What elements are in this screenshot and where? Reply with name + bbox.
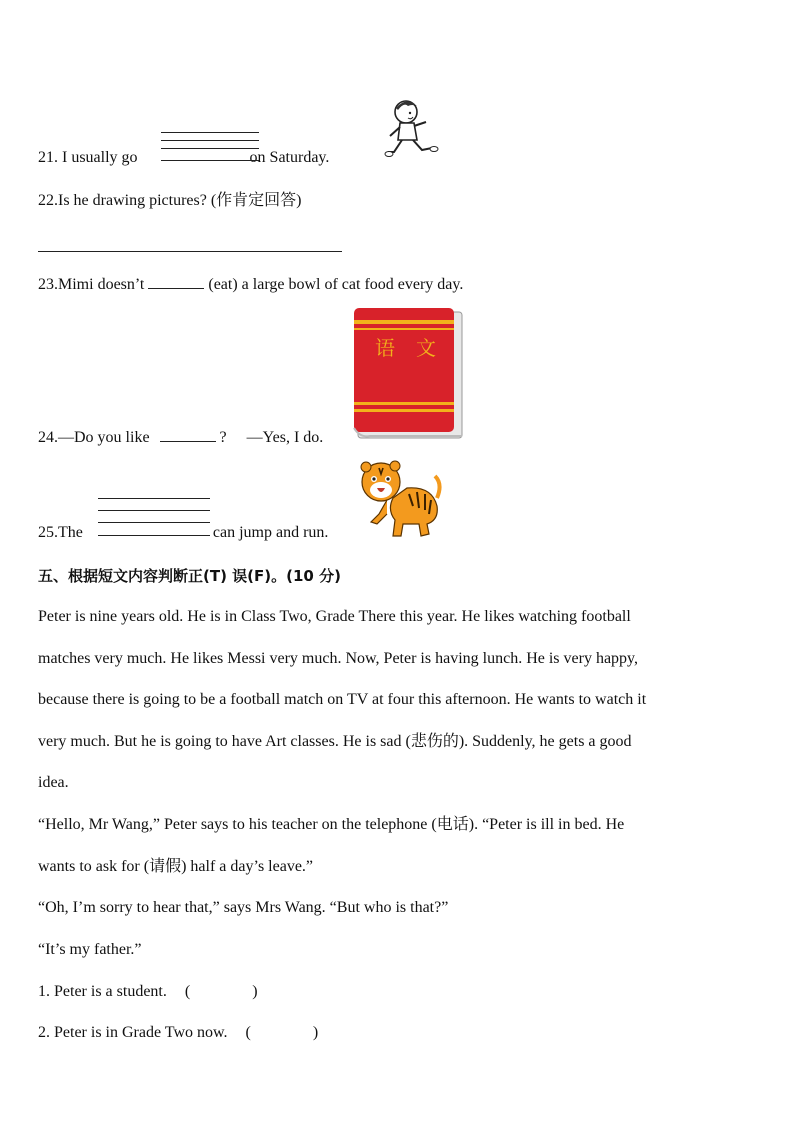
q21-writing-line bbox=[161, 132, 259, 133]
passage-line: wants to ask for (请假) half a day’s leave.” bbox=[38, 858, 314, 875]
q22-text: 22.Is he drawing pictures? (作肯定回答) bbox=[38, 192, 302, 209]
passage-line: Peter is nine years old. He is in Class Two, Grade There this year. He likes watching football bbox=[38, 608, 631, 625]
passage-line: idea. bbox=[38, 774, 69, 791]
q25-writing-line bbox=[98, 498, 210, 499]
q23-text-after: (eat) a large bowl of cat food every day. bbox=[208, 276, 464, 293]
q25-text-after: can jump and run. bbox=[212, 524, 329, 541]
q24-text-after: ? bbox=[219, 429, 227, 446]
passage-line: because there is going to be a football match on TV at four this afternoon. He wants to watch it bbox=[38, 691, 647, 708]
q21-writing-line bbox=[161, 148, 259, 149]
judgment-item-1 bbox=[38, 982, 258, 1002]
judgment-item-2 bbox=[38, 1023, 318, 1043]
passage-line: matches very much. He likes Messi very much. Now, Peter is having lunch. He is very happy, bbox=[38, 650, 639, 667]
tiger-illustration bbox=[357, 458, 443, 540]
running-boy-illustration bbox=[384, 96, 440, 164]
judgment-2-close-paren: ) bbox=[312, 1024, 319, 1041]
passage-line: very much. But he is going to have Art classes. He is sad (悲伤的). Suddenly, he gets a good bbox=[38, 733, 632, 750]
q24-answer: —Yes, I do. bbox=[246, 429, 324, 446]
q21-text-after: on Saturday. bbox=[249, 149, 330, 166]
passage-line: “It’s my father.” bbox=[38, 941, 142, 958]
question-22 bbox=[38, 191, 302, 211]
question-25 bbox=[38, 523, 328, 543]
chinese-book-illustration bbox=[350, 306, 465, 442]
q24-blank[interactable] bbox=[160, 427, 216, 442]
passage-line: “Oh, I’m sorry to hear that,” says Mrs Wang. “But who is that?” bbox=[38, 899, 449, 916]
question-23 bbox=[38, 274, 463, 295]
book-label-char1: 语 bbox=[375, 336, 395, 360]
judgment-2-text: 2. Peter is in Grade Two now. bbox=[38, 1024, 228, 1041]
q25-writing-line bbox=[98, 510, 210, 511]
q25-text-before: 25.The bbox=[38, 524, 83, 541]
judgment-2-open-paren: ( bbox=[245, 1024, 251, 1041]
q21-writing-line bbox=[161, 140, 259, 141]
question-24 bbox=[38, 427, 323, 448]
section-5-title bbox=[38, 566, 341, 587]
q23-blank[interactable] bbox=[148, 274, 204, 289]
q22-answer-line[interactable] bbox=[38, 251, 342, 252]
q23-text-before: 23.Mimi doesn’t bbox=[38, 276, 145, 293]
q21-writing-line bbox=[161, 160, 259, 161]
section-5-title-text: 五、根据短文内容判断正(T) 误(F)。(10 分) bbox=[38, 567, 341, 585]
q25-writing-line bbox=[98, 535, 210, 536]
q21-text-before: 21. I usually go bbox=[38, 149, 138, 166]
passage-line: “Hello, Mr Wang,” Peter says to his teacher on the telephone (电话). “Peter is ill in bed. He bbox=[38, 816, 625, 833]
judgment-1-text: 1. Peter is a student. bbox=[38, 983, 167, 1000]
judgment-1-close-paren: ) bbox=[252, 983, 258, 1000]
judgment-1-open-paren: ( bbox=[184, 983, 191, 1000]
question-21 bbox=[38, 148, 329, 168]
book-label-char2: 文 bbox=[416, 336, 436, 360]
q24-text-before: 24.—Do you like bbox=[38, 429, 150, 446]
q25-writing-line bbox=[98, 522, 210, 523]
